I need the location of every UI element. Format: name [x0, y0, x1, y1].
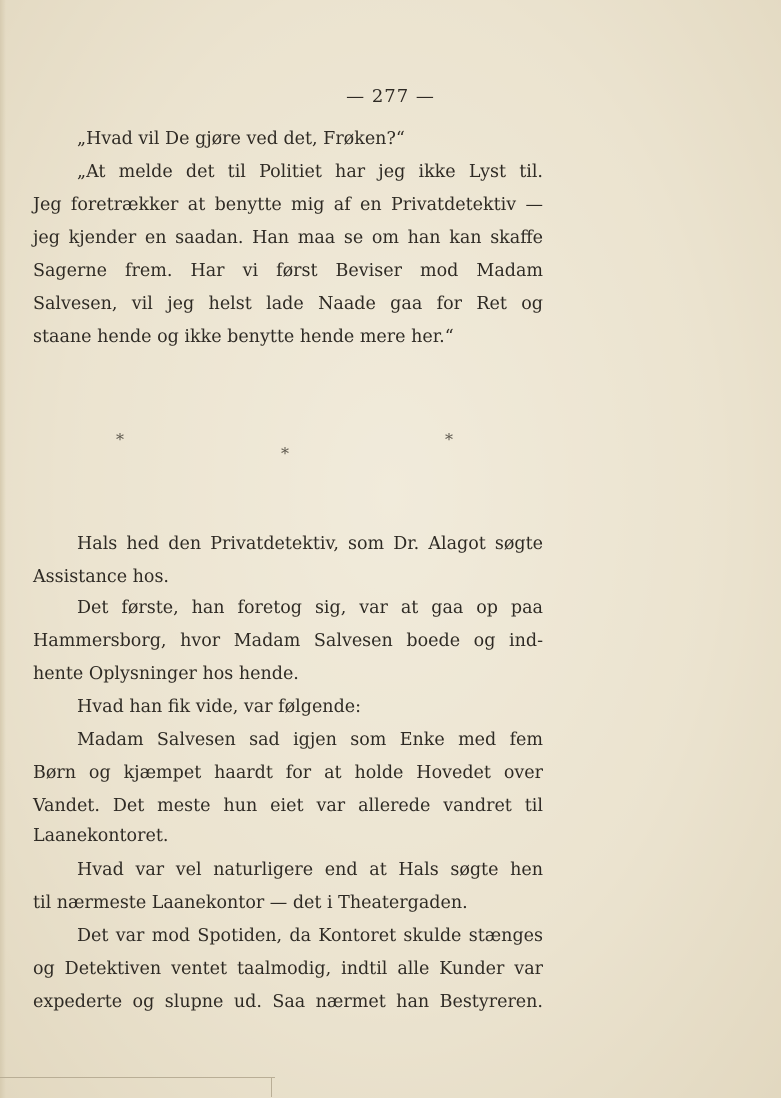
text-line: Laanekontoret.: [33, 826, 169, 846]
separator-asterisk: *: [445, 430, 453, 449]
text-line: „At melde det til Politiet har jeg ikke Lyst til.: [77, 162, 543, 182]
page-bottom-rule: [0, 1077, 275, 1078]
text-line: Jeg foretrækker at benytte mig af en Privatdetektiv —: [33, 195, 543, 215]
text-line: Hvad han fik vide, var følgende:: [77, 697, 362, 717]
text-line: jeg kjender en saadan. Han maa se om han kan skaffe: [33, 228, 543, 248]
text-line: expederte og slupne ud. Saa nærmet han Bestyreren.: [33, 992, 543, 1012]
text-line: Børn og kjæmpet haardt for at holde Hovedet over: [33, 763, 543, 783]
text-line: Madam Salvesen sad igjen som Enke med fem: [77, 730, 543, 750]
separator-asterisk: *: [116, 430, 124, 449]
text-line: Hals hed den Privatdetektiv, som Dr. Alagot søgte: [77, 534, 543, 554]
text-line: Sagerne frem. Har vi først Beviser mod Madam: [33, 261, 543, 281]
text-line: „Hvad vil De gjøre ved det, Frøken?“: [77, 129, 405, 149]
text-line: Det var mod Spotiden, da Kontoret skulde stænges: [77, 926, 543, 946]
text-line: Assistance hos.: [33, 567, 169, 587]
text-line: Vandet. Det meste hun eiet var allerede vandret til: [33, 796, 543, 816]
text-line: Hvad var vel naturligere end at Hals søgte hen: [77, 860, 543, 880]
text-line: staane hende og ikke benytte hende mere her.“: [33, 327, 454, 347]
text-line: og Detektiven ventet taalmodig, indtil alle Kunder var: [33, 959, 543, 979]
text-line: Salvesen, vil jeg helst lade Naade gaa for Ret og: [33, 294, 543, 314]
page-number: — 277 —: [346, 86, 435, 107]
page-edge-shadow: [0, 0, 6, 1098]
page-bottom-tick: [271, 1077, 272, 1097]
text-line: hente Oplysninger hos hende.: [33, 664, 299, 684]
text-line: til nærmeste Laanekontor — det i Theatergaden.: [33, 893, 468, 913]
text-line: Hammersborg, hvor Madam Salvesen boede og ind-: [33, 631, 543, 651]
separator-asterisk: *: [281, 444, 289, 463]
text-line: Det første, han foretog sig, var at gaa op paa: [77, 598, 543, 618]
